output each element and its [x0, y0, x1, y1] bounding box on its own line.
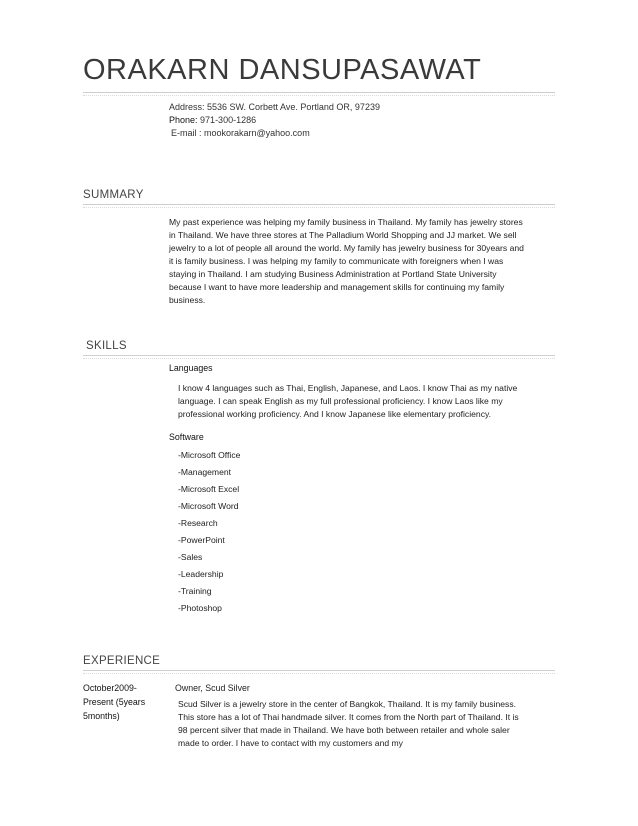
skills-heading: SKILLS: [86, 340, 127, 352]
software-item: -Microsoft Office: [178, 450, 241, 460]
summary-text: My past experience was helping my family business in Thailand. My family has jewelry stores in Thailand. We have three stores at The Palladium World Shopping and JJ market. We sell jewelry to a lot of people all around the world. My family has jewelry business for 30years and it is family business. I was helping my family to communicate with foreigners when I was staying in Thailand. I am studying Business Administration at Portland State University because I want to have more leadership and management skills for continuing my family business.: [169, 217, 524, 305]
software-item: -Leadership: [178, 569, 224, 579]
experience-heading: EXPERIENCE: [83, 655, 161, 667]
experience-rule: [83, 670, 555, 671]
skills-rule: [83, 355, 555, 356]
software-item: -Research: [178, 518, 218, 528]
experience-rule-dotted: [83, 673, 555, 674]
contact-address: Address: 5536 SW. Corbett Ave. Portland OR, 97239: [169, 102, 380, 112]
software-title: Software: [169, 432, 204, 442]
software-item: -PowerPoint: [178, 535, 225, 545]
software-item: -Photoshop: [178, 603, 222, 613]
software-item: -Microsoft Excel: [178, 484, 240, 494]
phone-value: 971-300-1286: [200, 115, 257, 125]
software-list: [178, 449, 240, 619]
skills-rule-dotted: [83, 358, 555, 359]
summary-heading: SUMMARY: [83, 189, 144, 201]
software-item: -Training: [178, 586, 212, 596]
phone-label: Phone:: [169, 115, 198, 125]
experience-text: Scud Silver is a jewelry store in the center of Bangkok, Thailand. It is my family business. This store has a lot of Thai handmade silver. It comes from the North part of Thailand. It is 98 percent silver that made in Thailand. We have both between retailer and whole saler made to order. I have to contact with my customers and my: [178, 699, 519, 748]
experience-title: Owner, Scud Silver: [175, 683, 250, 693]
software-item: -Sales: [178, 552, 203, 562]
software-item: -Microsoft Word: [178, 501, 239, 511]
languages-text: I know 4 languages such as Thai, English, Japanese, and Laos. I know Thai as my native language. I can speak English as my full professional proficiency. I know Laos like my professional working proficiency. And I know Japanese like elementary proficiency.: [178, 383, 518, 419]
experience-date: October2009- Present (5years 5months): [83, 683, 146, 721]
resume-name: ORAKARN DANSUPASAWAT: [83, 54, 482, 86]
contact-email: E-mail : mookorakarn@yahoo.com: [171, 128, 310, 138]
summary-rule-dotted: [83, 207, 555, 208]
software-item: -Management: [178, 467, 232, 477]
header-rule: [83, 92, 555, 93]
summary-rule: [83, 204, 555, 205]
languages-title: Languages: [169, 363, 213, 373]
header-rule-dotted: [83, 95, 555, 96]
contact-phone: [169, 114, 256, 126]
